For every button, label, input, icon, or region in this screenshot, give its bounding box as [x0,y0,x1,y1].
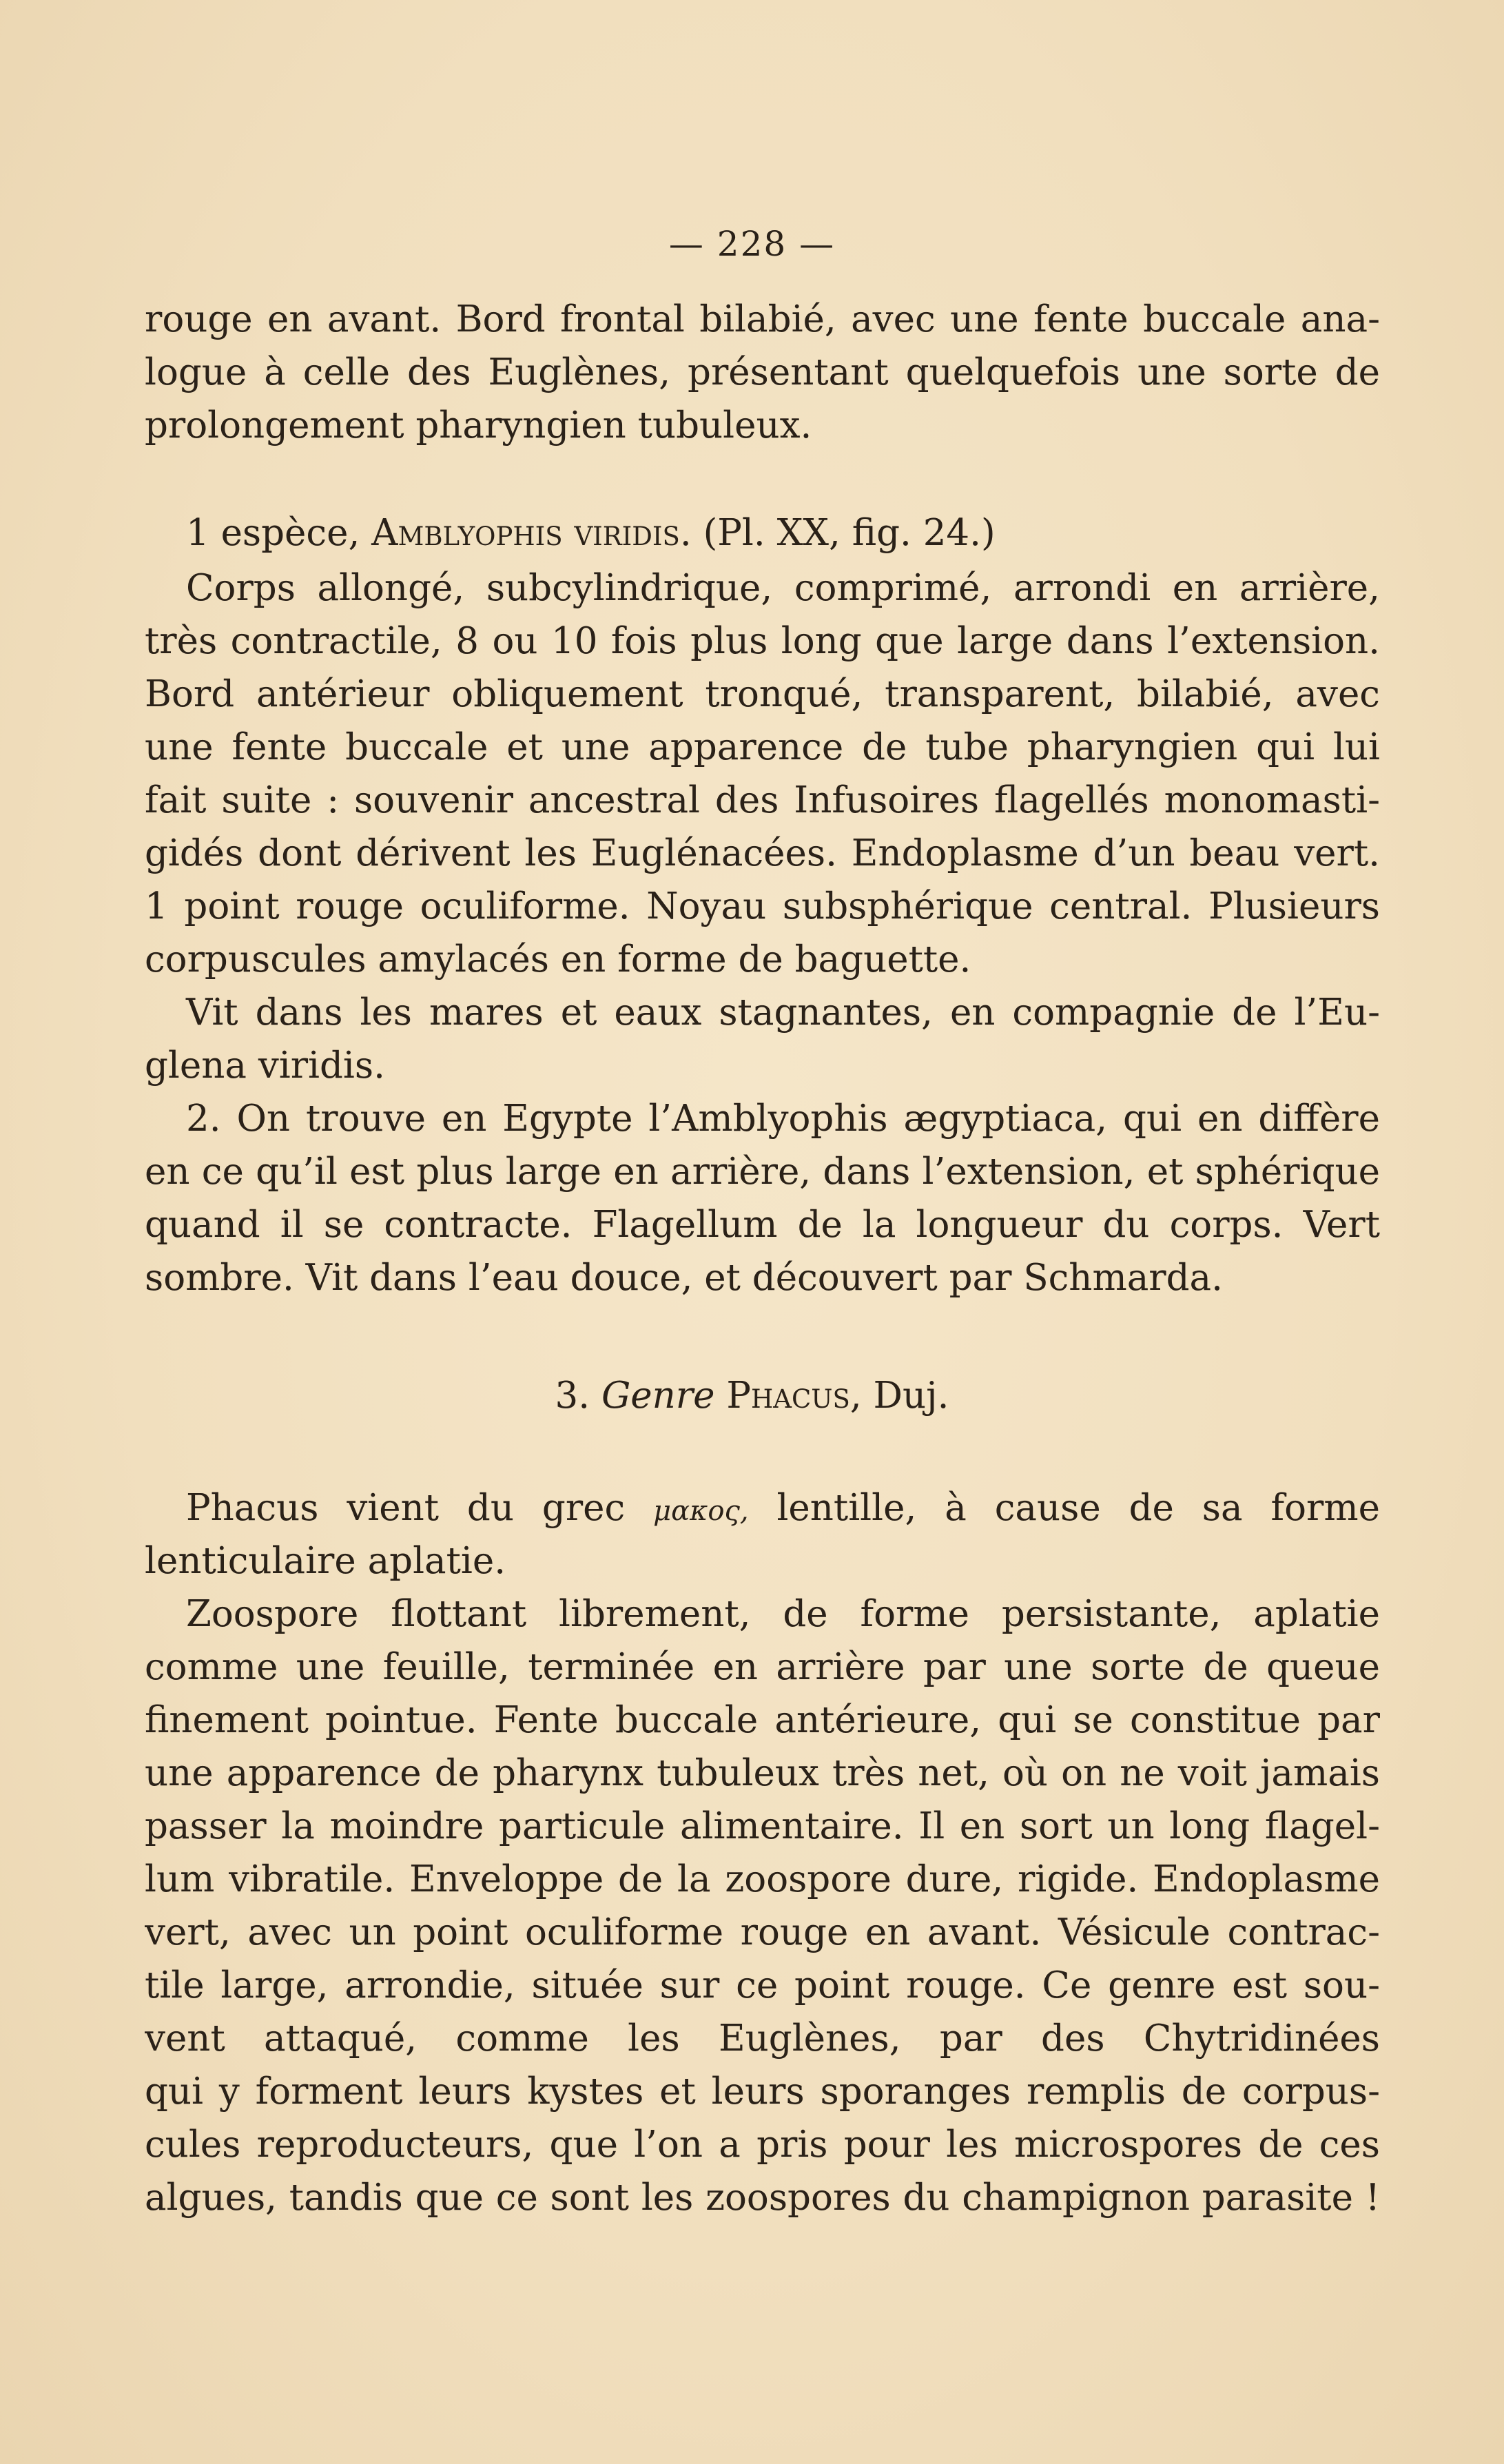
text-line: logue à celle des Euglènes, présentant quelquefois une sorte de [145,351,1380,393]
text-line: Vit dans les mares et eaux stagnantes, en compagnie de l’Eu- [186,992,1380,1034]
text-line: 1 point rouge oculiforme. Noyau subsphérique central. Plusieurs [145,885,1380,927]
text-line: qui y forment leurs kystes et leurs sporanges remplis de corpus- [145,2071,1380,2113]
text-line: 2. On trouve en Egypte l’Amblyophis ægyptiaca, qui en diffère [186,1098,1380,1140]
text-line: corpuscules amylacés en forme de baguette. [145,938,971,981]
text-line: glena viridis. [145,1045,385,1087]
text-line: rouge en avant. Bord frontal bilabié, avec une fente buccale ana- [145,298,1380,340]
text-line: Zoospore flottant librement, de forme persistante, aplatie [186,1593,1380,1635]
text-line: vert, avec un point oculiforme rouge en avant. Vésicule contrac- [145,1911,1380,1953]
heading-number: 3. [555,1375,601,1417]
section-heading [0,1375,1504,1417]
text-line: très contractile, 8 ou 10 fois plus long que large dans l’extension. [145,620,1380,662]
heading-author: Duj. [861,1375,949,1417]
text-line: Corps allongé, subcylindrique, comprimé, arrondi en arrière, [186,567,1380,609]
etymology-before: Phacus vient du grec [186,1487,654,1529]
text-line [145,1481,1380,1534]
text-line: une apparence de pharynx tubuleux très net, où on ne voit jamais [145,1752,1380,1794]
text-line: Bord antérieur obliquement tronqué, transparent, bilabié, avec [145,673,1380,715]
heading-genre: Genre [601,1375,715,1417]
paragraph-zoospore [145,1588,1380,2224]
text-line: vent attaqué, comme les Euglènes, par des Chytridinées [145,2018,1380,2060]
text-line: quand il se contracte. Flagellum de la longueur du corps. Vert [145,1204,1380,1246]
text-line: cules reproducteurs, que l’on a pris pour les microspores de ces [145,2124,1380,2166]
text-line: une fente buccale et une apparence de tube pharyngien qui lui [145,726,1380,768]
heading-genus: Phacus, [714,1375,862,1417]
text-line: en ce qu’il est plus large en arrière, dans l’extension, et sphérique [145,1151,1380,1193]
plate-reference: (Pl. XX, fig. 24.) [691,512,996,554]
text-line: sombre. Vit dans l’eau douce, et découvert par Schmarda. [145,1257,1224,1299]
text-line: comme une feuille, terminée en arrière par une sorte de queue [145,1646,1380,1688]
text-line: tile large, arrondie, située sur ce point rouge. Ce genre est sou- [145,1964,1380,2006]
greek-word: μακος, [653,1495,749,1527]
text-line: prolongement pharyngien tubuleux. [145,404,812,446]
text-line: passer la moindre particule alimentaire. Il en sort un long flagel- [145,1805,1380,1847]
etymology-after: lentille, à cause de sa forme [776,1487,1380,1529]
text-line: lum vibratile. Enveloppe de la zoospore dure, rigide. Endoplasme [145,1858,1380,1900]
text-line: lenticulaire aplatie. [145,1540,506,1582]
page-number: — 228 — [668,224,836,264]
text-line: gidés dont dérivent les Euglénacées. Endoplasme d’un beau vert. [145,832,1380,874]
paragraph-intro [145,293,1380,452]
text-line: finement pointue. Fente buccale antérieure, qui se constitue par [145,1699,1380,1741]
species-prefix: 1 espèce, [186,512,372,554]
species-name: Amblyophis viridis. [371,512,692,554]
text-line: fait suite : souvenir ancestral des Infusoires flagellés monomasti- [145,779,1380,821]
paragraph-etymology [145,1481,1380,1588]
paragraph-egypt [145,1092,1380,1304]
paragraph-description [145,562,1380,986]
text-line: algues, tandis que ce sont les zoospores du champignon parasite ! [145,2177,1380,2219]
species-line [145,506,1380,559]
species-heading [145,506,1380,559]
paragraph-habitat [145,986,1380,1092]
